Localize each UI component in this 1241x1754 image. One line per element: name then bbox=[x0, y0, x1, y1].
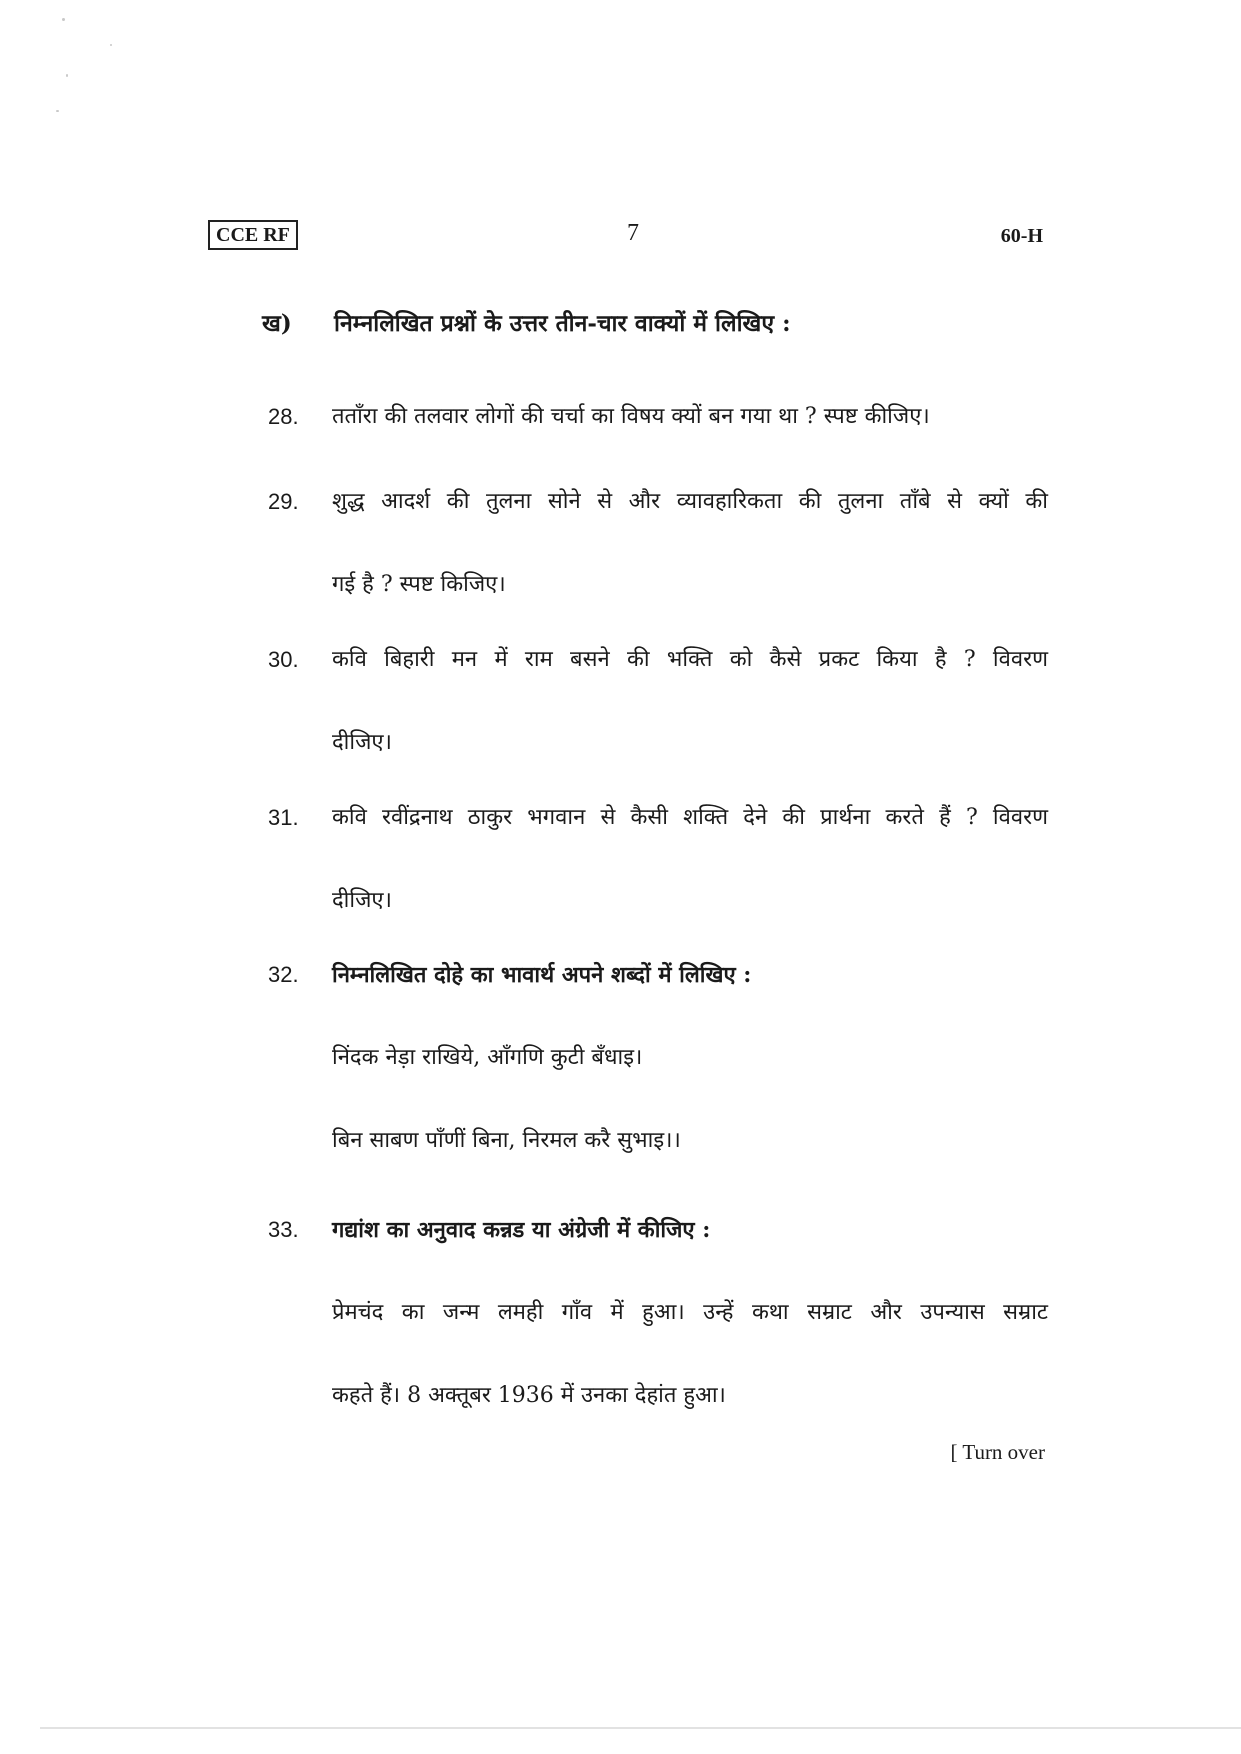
question-text: दीजिए। bbox=[332, 888, 392, 913]
question-number: 33. bbox=[268, 1217, 299, 1242]
passage-line: प्रेमचंद का जन्म लमही गाँव में हुआ। उन्हें कथा सम्राट और उपन्यास सम्राट bbox=[332, 1300, 1048, 1325]
section-instruction: निम्नलिखित प्रश्नों के उत्तर तीन-चार वाक्यों में लिखिए : bbox=[334, 310, 791, 337]
passage-line: कहते हैं। 8 अक्तूबर 1936 में उनका देहांत हुआ। bbox=[332, 1383, 726, 1408]
doha-line: बिन साबण पाँणीं बिना, निरमल करै सुभाइ।। bbox=[332, 1128, 681, 1153]
page-number: 7 bbox=[627, 220, 639, 246]
doha-line: निंदक नेड़ा राखिये, आँगणि कुटी बँधाइ। bbox=[332, 1045, 643, 1070]
question-instruction: निम्नलिखित दोहे का भावार्थ अपने शब्दों में लिखिए : bbox=[332, 962, 752, 988]
page-header bbox=[208, 220, 1043, 254]
scan-speck bbox=[110, 44, 112, 46]
paper-code: 60-H bbox=[1000, 225, 1043, 247]
section-marker: ख) bbox=[262, 310, 292, 337]
question-number: 29. bbox=[268, 489, 299, 514]
scan-speck bbox=[56, 110, 59, 112]
question-number: 28. bbox=[268, 404, 299, 429]
question-text: कवि रवींद्रनाथ ठाकुर भगवान से कैसी शक्ति देने की प्रार्थना करते हैं ? विवरण bbox=[332, 805, 1048, 830]
question-instruction: गद्यांश का अनुवाद कन्नड या अंग्रेजी में कीजिए : bbox=[332, 1217, 711, 1243]
scan-speck bbox=[62, 18, 65, 21]
scan-edge bbox=[40, 1727, 1241, 1729]
question-text: कवि बिहारी मन में राम बसने की भक्ति को कैसे प्रकट किया है ? विवरण bbox=[332, 647, 1048, 672]
question-number: 30. bbox=[268, 647, 299, 672]
question-text: तताँरा की तलवार लोगों की चर्चा का विषय क्यों बन गया था ? स्पष्ट कीजिए। bbox=[332, 404, 930, 429]
question-number: 32. bbox=[268, 962, 299, 987]
question-number: 31. bbox=[268, 805, 299, 830]
question-text: शुद्ध आदर्श की तुलना सोने से और व्यावहारिकता की तुलना ताँबे से क्यों की bbox=[332, 489, 1048, 514]
turn-over-note: [ Turn over bbox=[950, 1440, 1045, 1464]
series-label: CCE RF bbox=[208, 220, 298, 250]
scan-speck bbox=[66, 74, 68, 77]
question-text: दीजिए। bbox=[332, 730, 392, 755]
question-text: गई है ? स्पष्ट किजिए। bbox=[332, 572, 506, 597]
